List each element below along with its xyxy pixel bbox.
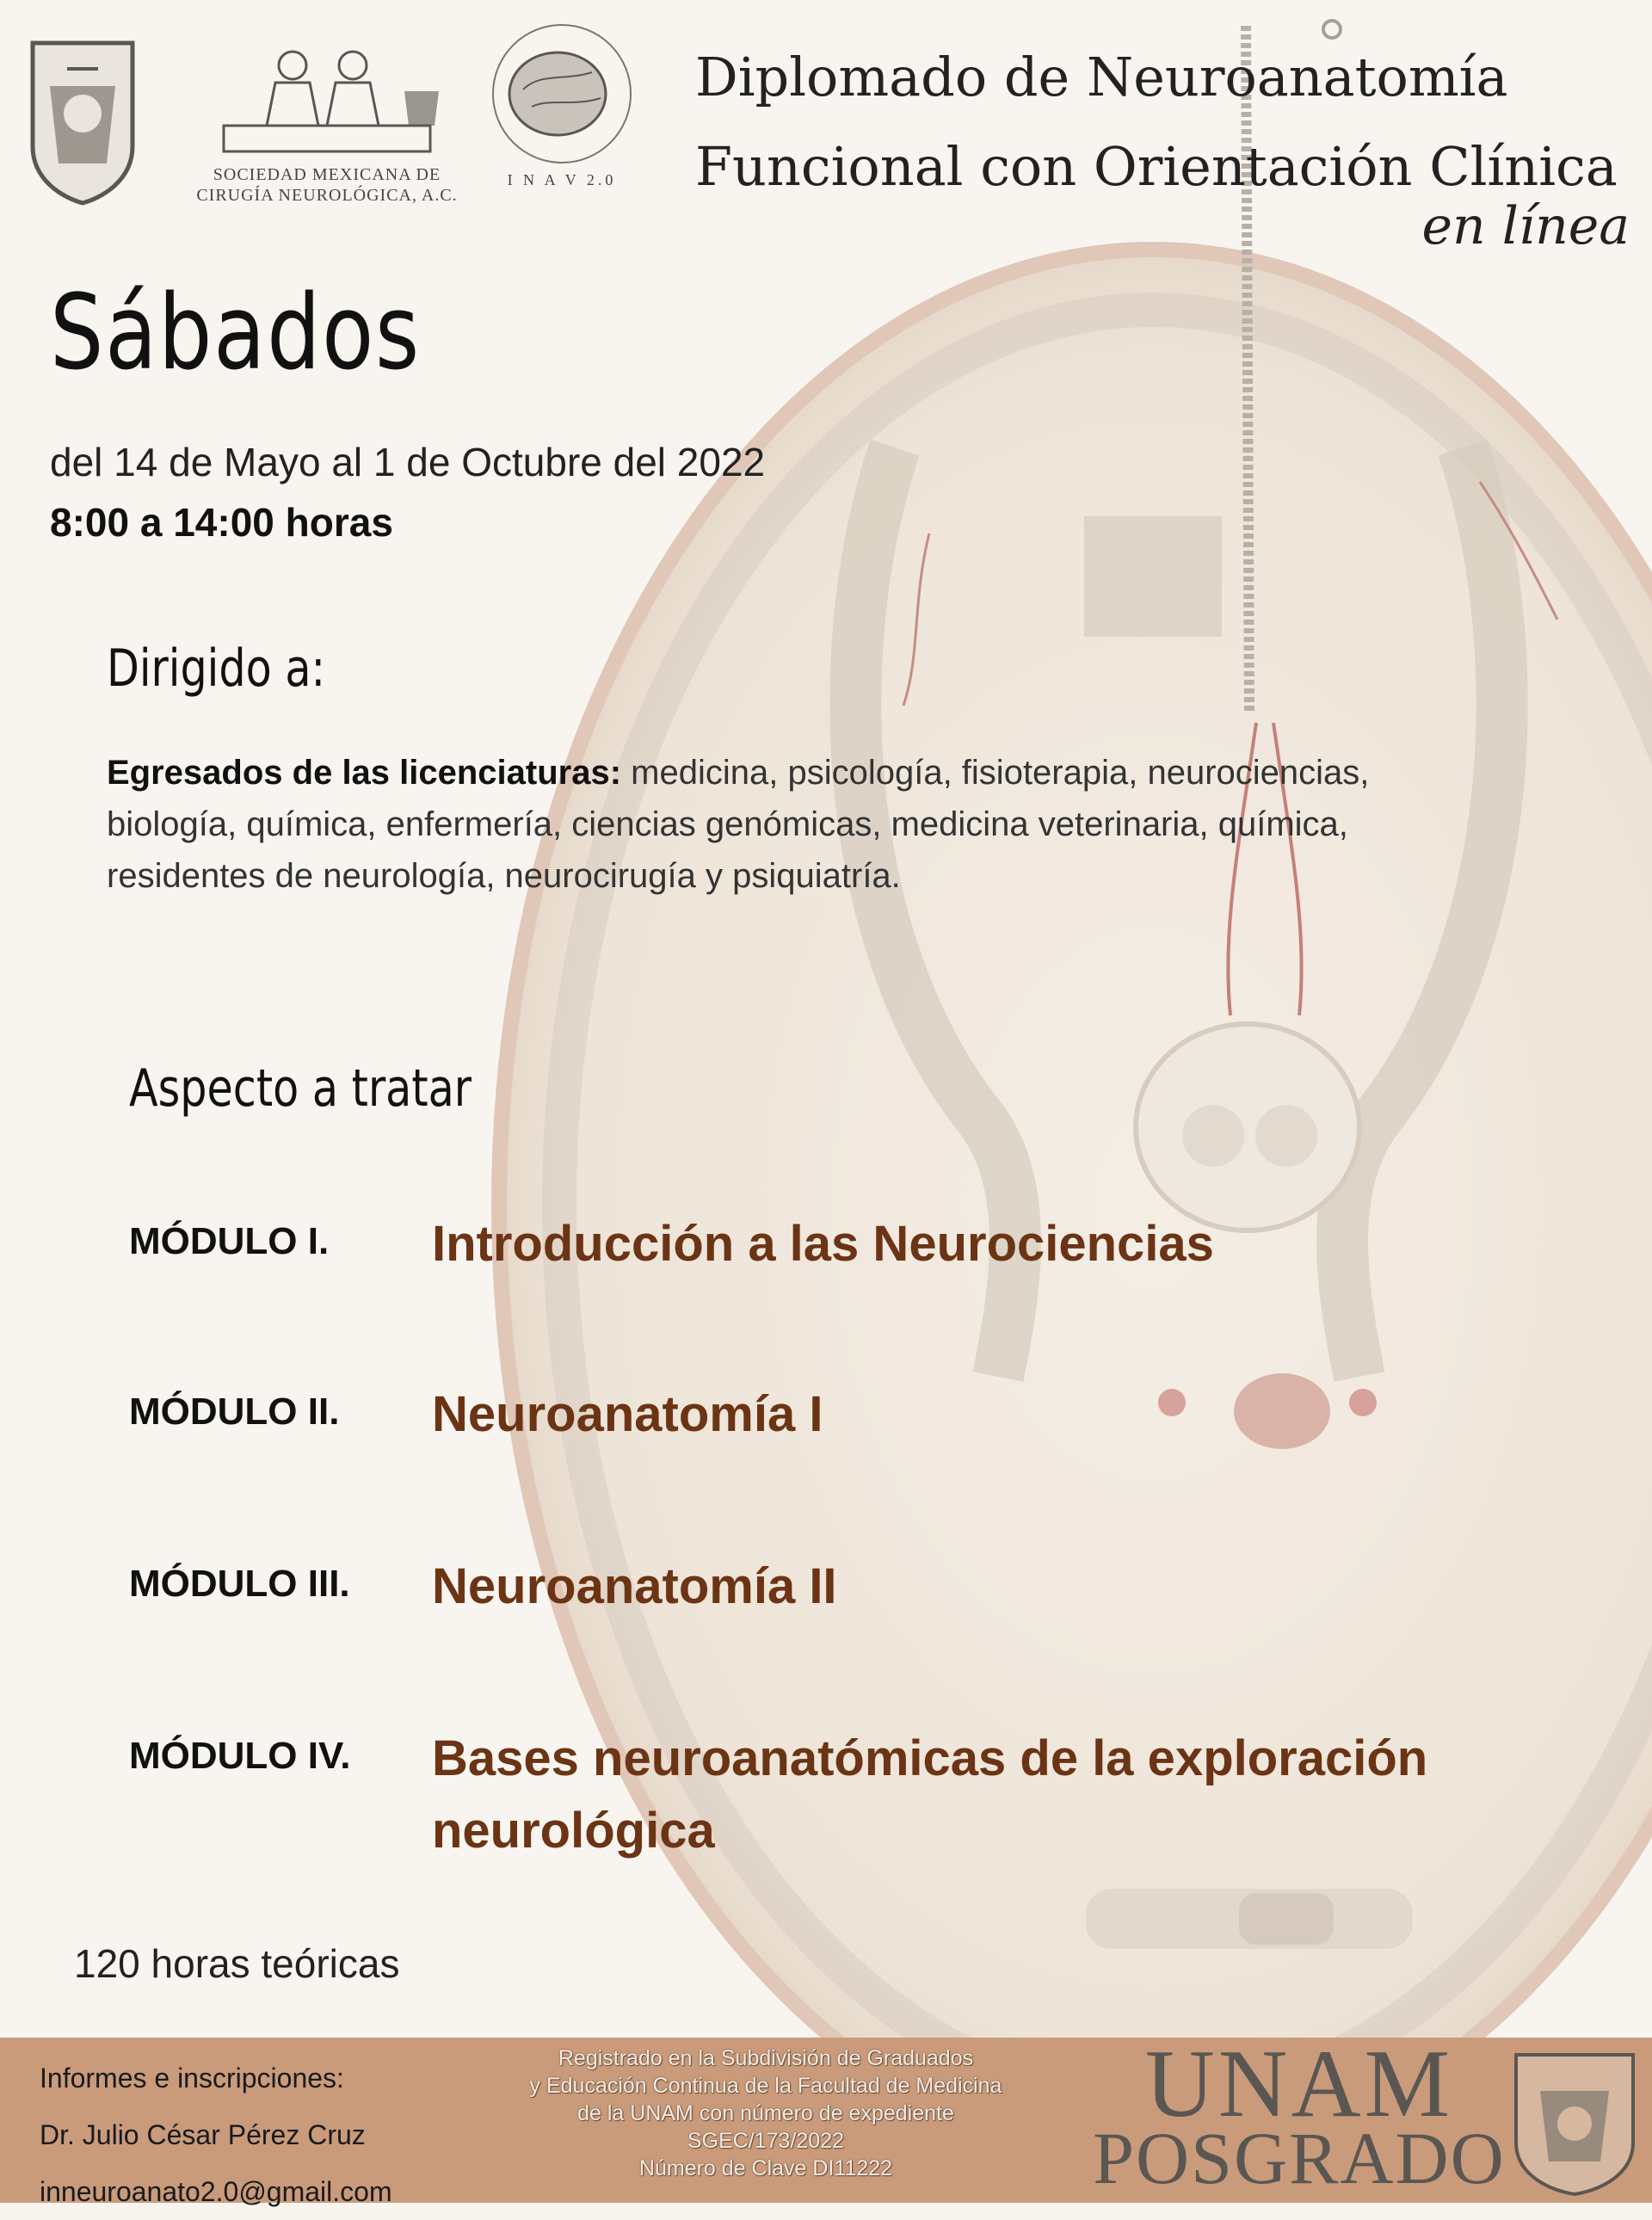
course-title-line-2: Funcional con Orientación Clínica: [695, 135, 1618, 198]
course-title: [695, 33, 1618, 212]
module-1-title: Introducción a las Neurociencias: [432, 1216, 1214, 1272]
schedule-hours: 8:00 a 14:00 horas: [50, 500, 393, 545]
schedule-days: Sábados: [50, 274, 421, 393]
module-1-label: MÓDULO I.: [129, 1220, 330, 1262]
schedule-dates: del 14 de Mayo al 1 de Octubre del 2022: [50, 440, 766, 484]
surgeons-illustration-icon: [189, 31, 465, 160]
audience-list: medicina, psicología, fisioterapia, neurociencias, biología, química, enfermería, ciencias genómicas, medicina veterinaria, química, residentes de neurología, neurocirugía y psiquiatría.: [107, 754, 1370, 895]
inav-logo: [472, 21, 652, 189]
module-2-title: Neuroanatomía I: [432, 1386, 823, 1442]
registration-line: de la UNAM con número de expediente: [577, 2101, 954, 2125]
registration-line: Número de Clave DI11222: [638, 2156, 893, 2180]
registration-line: y Educación Continua de la Facultad de Medicina: [529, 2074, 1002, 2098]
contact-email-link[interactable]: inneuroanato2.0@gmail.com: [40, 2176, 392, 2207]
audience-text: [107, 747, 1380, 902]
smcn-logo: [189, 31, 465, 206]
smcn-caption-line-1: SOCIEDAD MEXICANA DE: [213, 165, 441, 184]
module-4-title: Bases neuroanatómicas de la exploración neurológica: [432, 1730, 1428, 1859]
module-3-label: MÓDULO III.: [129, 1563, 350, 1605]
audience-heading: Dirigido a:: [107, 638, 326, 699]
module-2-label: MÓDULO II.: [129, 1391, 340, 1433]
unam-logo: [24, 34, 141, 211]
registration-line: Registrado en la Subdivisión de Graduados: [558, 2046, 974, 2070]
topics-heading: Aspecto a tratar: [129, 1058, 472, 1119]
registration-info: [447, 2044, 1084, 2182]
unam-posgrado-logo-bottom: POSGRADO: [1093, 2117, 1506, 2199]
unam-seal-icon: [1507, 2048, 1642, 2196]
footer-contact: [40, 2050, 392, 2220]
unam-shield-icon: [24, 34, 141, 207]
total-hours: 120 horas teóricas: [74, 1941, 400, 1986]
module-3-title: Neuroanatomía II: [432, 1558, 837, 1614]
contact-heading: Informes e inscripciones:: [40, 2063, 344, 2094]
smcn-caption-line-2: CIRUGÍA NEUROLÓGICA, A.C.: [196, 186, 458, 205]
smcn-caption: [189, 164, 465, 206]
inav-caption: I N A V 2.0: [507, 171, 617, 188]
audience-lead: Egresados de las licenciaturas:: [107, 754, 622, 792]
course-title-line-1: Diplomado de Neuroanatomía: [695, 46, 1508, 108]
course-mode: en línea: [1421, 196, 1630, 256]
brain-head-icon: [472, 21, 652, 167]
unam-posgrado-logo-top: UNAM: [1144, 2031, 1454, 2137]
registration-line: SGEC/173/2022: [687, 2129, 845, 2153]
module-4-label: MÓDULO IV.: [129, 1735, 351, 1777]
contact-name: Dr. Julio César Pérez Cruz: [40, 2119, 366, 2150]
